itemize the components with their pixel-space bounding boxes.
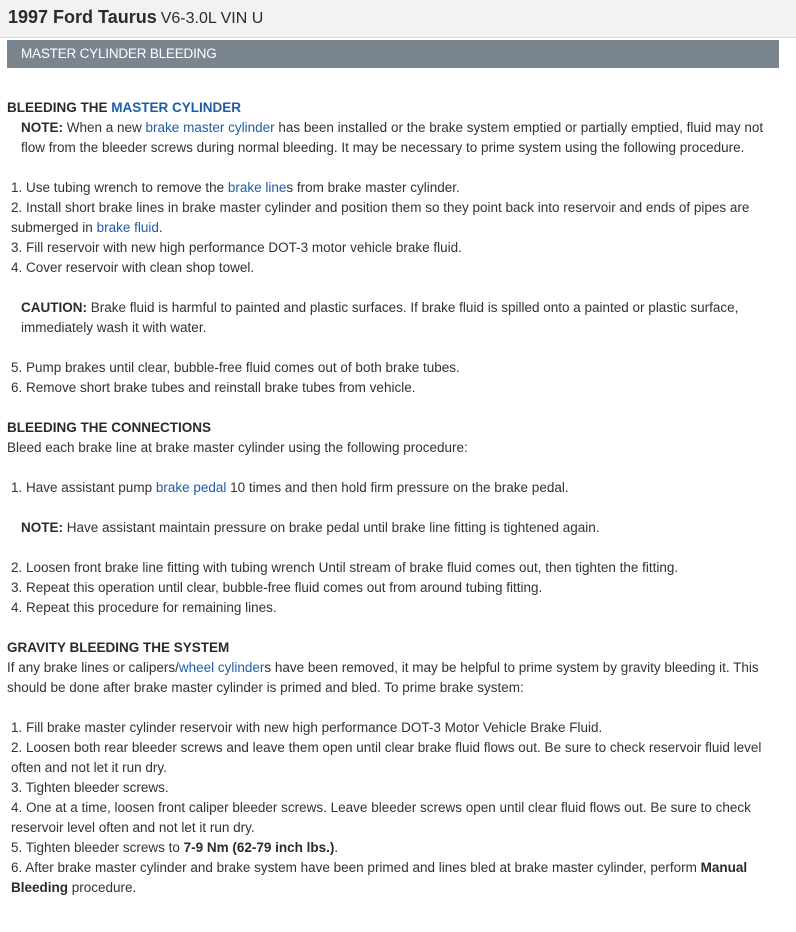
engine-subtitle: V6-3.0L VIN U — [160, 10, 264, 27]
brake-fluid-link[interactable]: brake fluid — [96, 220, 159, 235]
list-item: 4. Cover reservoir with clean shop towel. — [11, 260, 255, 275]
caution-label: CAUTION: — [21, 300, 87, 315]
list-item: 3. Fill reservoir with new high performance DOT-3 motor vehicle brake fluid. — [11, 240, 462, 255]
vehicle-title: 1997 Ford Taurus — [8, 7, 157, 27]
list-item: 2. Loosen front brake line fitting with tubing wrench Until stream of brake fluid comes out, then tighten the fitting. — [11, 560, 679, 575]
list-item: 5. Tighten bleeder screws to 7-9 Nm (62-79 inch lbs.). — [11, 840, 339, 855]
section-heading-gravity-bleeding: GRAVITY BLEEDING THE SYSTEM — [7, 640, 230, 655]
note-label: NOTE: — [21, 520, 63, 535]
section-heading-connections: BLEEDING THE CONNECTIONS — [7, 420, 212, 435]
section-title-bar: MASTER CYLINDER BLEEDING — [7, 40, 779, 68]
brake-master-cylinder-link[interactable]: brake master cylinder — [145, 120, 275, 135]
list-item: 4. One at a time, loosen front caliper bleeder screws. Leave bleeder screws open until clear fluid flows out. Be sure to check reservoir level often and not let it run dry. — [11, 800, 751, 835]
intro-text: Bleed each brake line at brake master cylinder using the following procedure: — [7, 440, 468, 455]
manual-bleeding-ref: Manual Bleeding — [11, 860, 748, 895]
note-label: NOTE: — [21, 120, 63, 135]
list-item: 1. Fill brake master cylinder reservoir with new high performance DOT-3 Motor Vehicle Brake Fluid. — [11, 720, 603, 735]
procedure-content — [0, 68, 796, 898]
list-item: 2. Loosen both rear bleeder screws and leave them open until clear brake fluid flows out. Be sure to check reservoir fluid level often and not let it run dry. — [11, 740, 762, 775]
brake-line-link[interactable]: brake line — [227, 180, 287, 195]
list-item: 3. Repeat this operation until clear, bubble-free fluid comes out from around tubing fitting. — [11, 580, 543, 595]
caution-paragraph: CAUTION: Brake fluid is harmful to painted and plastic surfaces. If brake fluid is spilled onto a painted or plastic surface, immediately wash it with water. — [21, 300, 739, 335]
section-heading-master-cylinder: BLEEDING THE MASTER CYLINDER — [7, 100, 242, 115]
brake-pedal-link[interactable]: brake pedal — [155, 480, 227, 495]
list-item: 4. Repeat this procedure for remaining lines. — [11, 600, 277, 615]
list-item: 3. Tighten bleeder screws. — [11, 780, 169, 795]
list-item: 6. Remove short brake tubes and reinstall brake tubes from vehicle. — [11, 380, 416, 395]
note-paragraph: NOTE: Have assistant maintain pressure on brake pedal until brake line fitting is tightened again. — [21, 520, 600, 535]
page-header — [0, 0, 796, 38]
list-item: 2. Install short brake lines in brake master cylinder and position them so they point back into reservoir and ends of pipes are submerged in brake fluid. — [11, 200, 750, 235]
master-cylinder-link[interactable]: MASTER CYLINDER — [111, 100, 242, 115]
list-item: 5. Pump brakes until clear, bubble-free fluid comes out of both brake tubes. — [11, 360, 460, 375]
intro-text: If any brake lines or calipers/wheel cylinders have been removed, it may be helpful to prime system by gravity bleeding it. This should be done after brake master cylinder is primed and bled. To prime brake system: — [7, 660, 759, 695]
list-item: 6. After brake master cylinder and brake system have been primed and lines bled at brake master cylinder, perform Manual Bleeding procedure. — [11, 860, 748, 895]
torque-spec: 7-9 Nm (62-79 inch lbs.) — [183, 840, 335, 855]
list-item: 1. Have assistant pump brake pedal 10 times and then hold firm pressure on the brake pedal. — [11, 480, 569, 495]
note-paragraph: NOTE: When a new brake master cylinder has been installed or the brake system emptied or partially emptied, fluid may not flow from the bleeder screws during normal bleeding. It may be necessary to prime system using the following procedure. — [21, 120, 764, 155]
wheel-cylinder-link[interactable]: wheel cylinder — [178, 660, 265, 675]
list-item: 1. Use tubing wrench to remove the brake lines from brake master cylinder. — [11, 180, 460, 195]
